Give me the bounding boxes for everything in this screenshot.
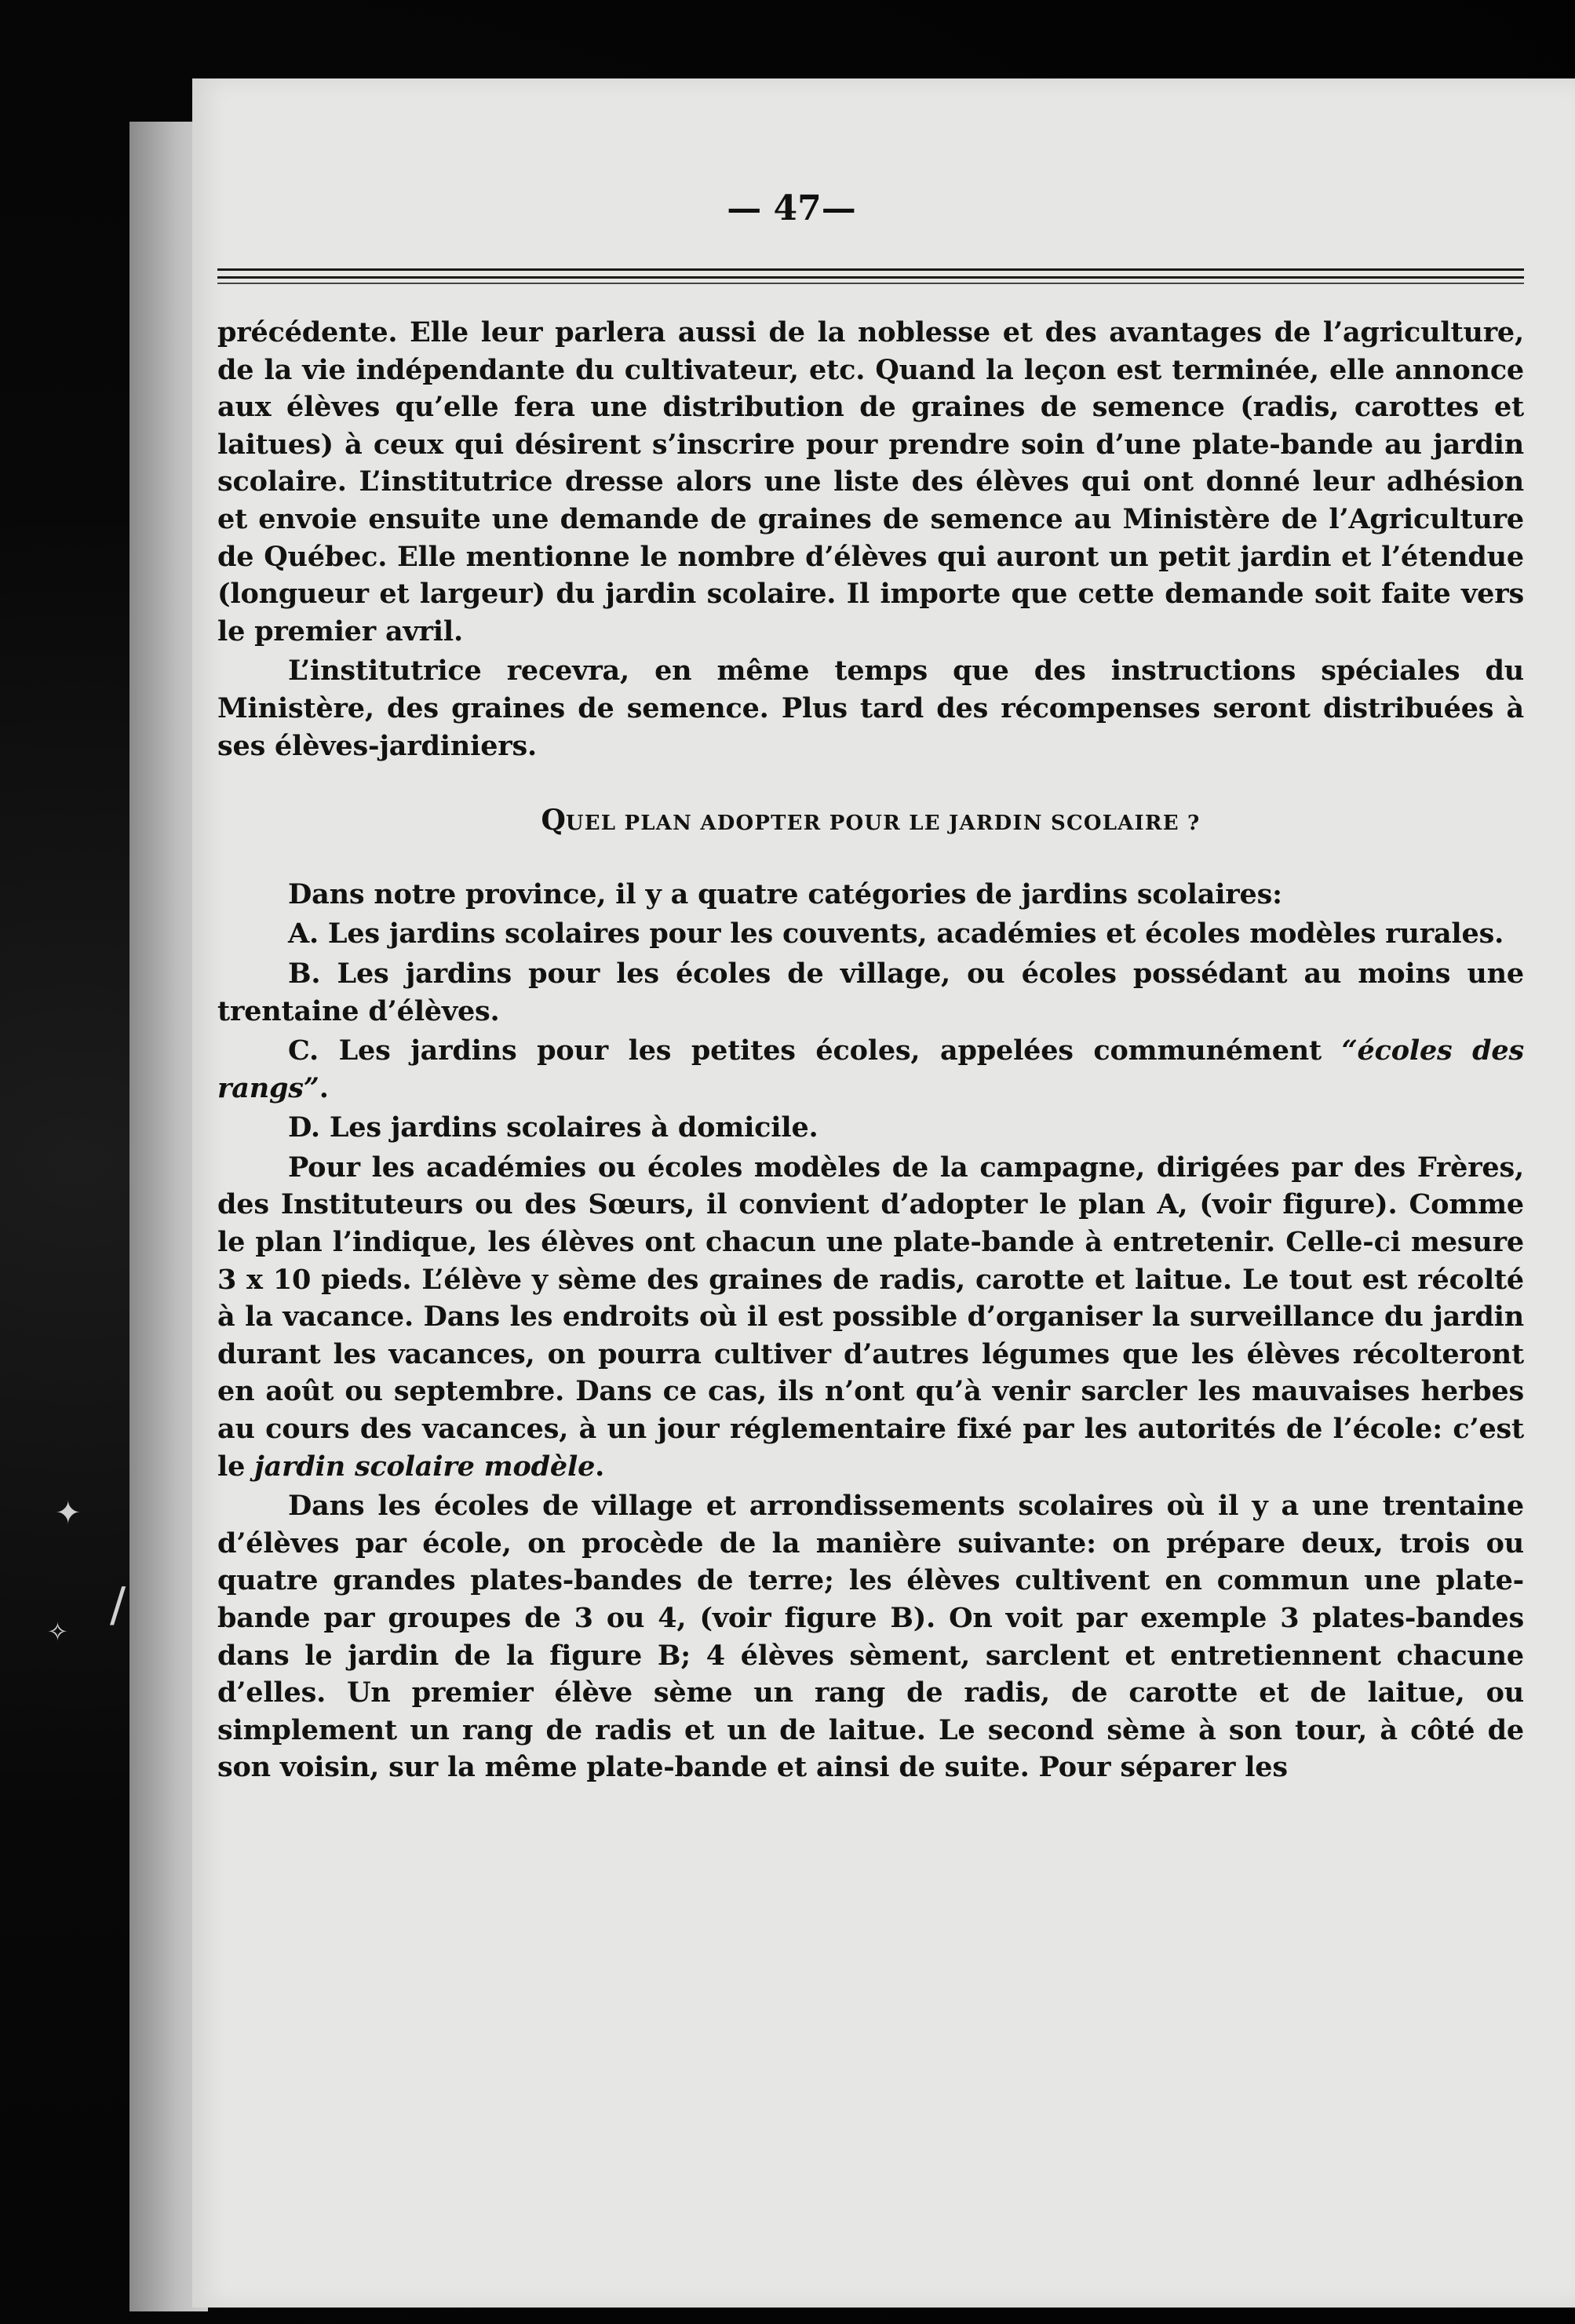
- paragraph-3: [217, 1149, 1524, 1485]
- header-rule-middle: [217, 276, 1524, 279]
- paragraph-4: Dans les écoles de village et arrondissements scolaires où il y a une trentaine d’élèves par école, on procède de la manière suivante: on prépare deux, trois ou quatre grandes plates-bandes de terre; les élèves cultivent en commun une plate-bande par groupes de 3 ou 4, (voir figure B). On voit par exemple 3 plates-bandes dans le jardin de la figure B; 4 élèves sèment, sarclent et entretiennent chacune d’elles. Un premier élève sème un rang de radis, de carotte et de laitue, ou simplement un rang de radis et un de laitue. Le second sème à son tour, à côté de son voisin, sur la même plate-bande et ainsi de suite. Pour séparer les: [217, 1490, 1524, 1784]
- list-item-c-end: .: [319, 1071, 329, 1104]
- list-item-c-text: C. Les jardins pour les petites écoles, appelées communément: [288, 1034, 1342, 1067]
- list-item-d: D. Les jardins scolaires à domicile.: [288, 1111, 818, 1144]
- paragraph-3-end: .: [595, 1450, 605, 1483]
- paragraph-2: L’institutrice recevra, en même temps que des instructions spéciales du Ministère, des graines de semence. Plus tard des récompenses seront distribuées à ses élèves-jardiniers.: [217, 655, 1524, 762]
- list-item-a: A. Les jardins scolaires pour les couvents, académies et écoles modèles rurales.: [288, 918, 1504, 950]
- paragraph-3-text: Pour les académies ou écoles modèles de la campagne, dirigées par des Frères, des Instituteurs ou des Sœurs, il convient d’adopter le plan A, (voir figure). Comme le plan l’indique, les élèves ont chacun une plate-bande à entretenir. Celle-ci mesure 3 x 10 pieds. L’élève y sème des graines de radis, carotte et laitue. Le tout est récolté à la vacance. Dans les endroits où il est possible d’organiser la surveillance du jardin durant les vacances, on pourra cultiver d’autres légumes que les élèves récolteront en août ou septembre. Dans ce cas, ils n’ont qu’à venir sarcler les mauvaises herbes au cours des vacances, à un jour réglementaire fixé par les autorités de l’école: c’est le: [217, 1151, 1524, 1483]
- list-item-c: [217, 1032, 1524, 1107]
- page-number: — 47—: [727, 188, 856, 228]
- scan-speck: ✧: [47, 1617, 68, 1647]
- scan-mark: /: [110, 1578, 126, 1633]
- header-rule-bottom: [217, 283, 1524, 284]
- list-item-b: B. Les jardins pour les écoles de village, ou écoles possédant au moins une trentaine d’élèves.: [217, 957, 1524, 1027]
- list-item-c-italic: “écoles des rangs”: [217, 1034, 1524, 1104]
- heading-initial: Q: [541, 804, 566, 837]
- page-body: [217, 314, 1524, 1789]
- paragraph-1: précédente. Elle leur parlera aussi de la noblesse et des avantages de l’agriculture, de la vie indépendante du cultivateur, etc. Quand la leçon est terminée, elle annonce aux élèves qu’elle fera une distribution de graines de semence (radis, carottes et laitues) à ceux qui désirent s’inscrire pour prendre soin d’une plate-bande au jardin scolaire. L’institutrice dresse alors une liste des élèves qui ont donné leur adhésion et envoie ensuite une demande de graines de semence au Ministère de l’Agriculture de Québec. Elle mentionne le nombre d’élèves qui auront un petit jardin et l’étendue (longueur et largeur) du jardin scolaire. Il importe que cette demande soit faite vers le premier avril.: [217, 316, 1524, 648]
- list-intro: Dans notre province, il y a quatre catégories de jardins scolaires:: [288, 877, 1282, 910]
- heading-rest: UEL PLAN ADOPTER POUR LE JARDIN SCOLAIRE ?: [565, 812, 1201, 836]
- section-heading: [217, 802, 1524, 843]
- scan-speck: ✦: [55, 1495, 82, 1531]
- paragraph-3-italic: jardin scolaire modèle: [254, 1450, 596, 1483]
- header-rule-top: [217, 268, 1524, 271]
